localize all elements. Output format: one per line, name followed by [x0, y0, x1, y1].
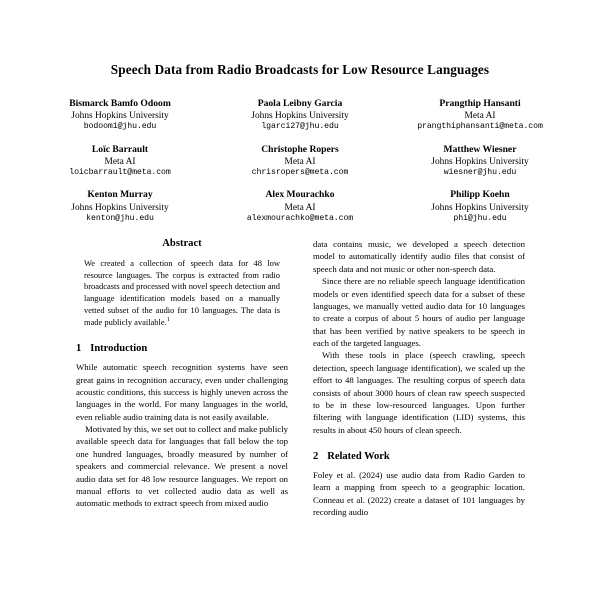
body-columns	[0, 238, 600, 600]
page-title: Speech Data from Radio Broadcasts for Low Resource Languages	[110, 62, 490, 77]
author-email: lgarci27@jhu.edu	[261, 122, 339, 132]
paragraph: Motivated by this, we set out to collect and make publicly available speech data for languages that fall below the top one hundred languages, broadly measured by number of speakers and commercial relevance. We present a novel audio data set for 48 low resource languages. We report on manual efforts to vet collected audio data as well as automatic methods to extract speech from mixed audio	[76, 424, 288, 509]
author-affiliation: Johns Hopkins University	[251, 111, 349, 122]
author-entry	[210, 189, 390, 224]
author-affiliation: Meta AI	[284, 202, 316, 213]
right-column	[313, 238, 525, 600]
author-name: Philipp Koehn	[450, 189, 510, 201]
author-name: Christophe Ropers	[261, 143, 339, 155]
section-title: Related Work	[327, 451, 390, 462]
abstract-paragraph: We created a collection of speech data for 48 low resource languages. The corpus is extracted from radio broadcasts and processed with novel speech detection and language identification models based on a manually vetted subset of the audio for 10 languages. The data is made publicly available.	[84, 258, 280, 327]
paragraph: With these tools in place (speech crawling, speech detection, speech language identification), we scaled up the effort to 48 languages. The resulting corpus of speech data consists of about 3000 hours of clean raw speech suspected to be in these low-resourced languages. Upon further filtering with language identification (LID) systems, this results in about 450 hours of clean speech.	[313, 350, 525, 435]
author-row	[18, 144, 582, 179]
author-affiliation: Johns Hopkins University	[431, 156, 529, 167]
author-name: Bismarck Bamfo Odoom	[69, 97, 171, 109]
author-affiliation: Johns Hopkins University	[71, 202, 169, 213]
author-affiliation: Meta AI	[464, 111, 496, 122]
section-number: 2	[313, 451, 319, 462]
paragraph: Since there are no reliable speech language identification models or even identified speech data for a subset of these languages, we manually vetted audio data for 10 languages to create a corpus of about 5 hours of audio per language that has been verified by native speakers to be speech in each of the targeted languages.	[313, 276, 525, 348]
author-email: prangthiphansanti@meta.com	[417, 122, 543, 132]
section-heading-introduction	[76, 343, 288, 354]
abstract-heading: Abstract	[162, 238, 202, 249]
author-name: Alex Mourachko	[265, 189, 335, 201]
author-entry	[390, 98, 570, 133]
author-email: alexmourachko@meta.com	[246, 213, 354, 223]
author-email: kenton@jhu.edu	[86, 213, 154, 223]
left-column	[76, 238, 288, 600]
section-number: 1	[76, 343, 82, 355]
author-entry	[210, 144, 390, 179]
abstract-text	[84, 258, 280, 328]
author-email: loicbarrault@meta.com	[69, 167, 171, 177]
author-email: phi@jhu.edu	[453, 213, 507, 223]
author-entry	[30, 144, 210, 179]
author-affiliation: Johns Hopkins University	[431, 202, 529, 213]
author-affiliation: Johns Hopkins University	[71, 111, 169, 122]
paragraph: While automatic speech recognition systems have seen great gains in recognition accuracy, even under challenging acoustic conditions, this success is highly uneven across the languages in the world. For many languages in the world, even reliable audio training data is not easily available.	[76, 362, 288, 422]
section-title: Introduction	[90, 343, 148, 355]
author-entry	[210, 98, 390, 133]
section-heading-related-work	[313, 451, 525, 462]
author-name: Prangthip Hansanti	[439, 97, 521, 109]
author-entry	[30, 98, 210, 133]
author-name: Matthew Wiesner	[443, 143, 517, 155]
author-email: wiesner@jhu.edu	[443, 167, 517, 177]
author-row	[18, 98, 582, 133]
abstract-block	[84, 238, 280, 328]
author-entry	[390, 144, 570, 179]
author-affiliation: Meta AI	[284, 156, 316, 167]
author-entry	[30, 189, 210, 224]
author-affiliation: Meta AI	[104, 156, 136, 167]
footnote-marker: 1	[166, 315, 170, 323]
author-email: chrisropers@meta.com	[251, 167, 349, 177]
author-block	[0, 98, 600, 224]
author-name: Paola Leibny Garcia	[257, 97, 343, 109]
author-name: Loïc Barrault	[91, 143, 149, 155]
author-entry	[390, 189, 570, 224]
author-name: Kenton Murray	[87, 189, 153, 201]
author-email: bodoom1@jhu.edu	[83, 122, 157, 132]
author-row	[18, 189, 582, 224]
paragraph: data contains music, we developed a speech detection model to automatically identify audio files that consist of speech data and not music or other non-speech data.	[313, 239, 525, 274]
paragraph: Foley et al. (2024) use audio data from Radio Garden to learn a mapping from speech to a geographic location. Conneau et al. (2022) create a dataset of 101 languages by recording audio	[313, 470, 525, 518]
